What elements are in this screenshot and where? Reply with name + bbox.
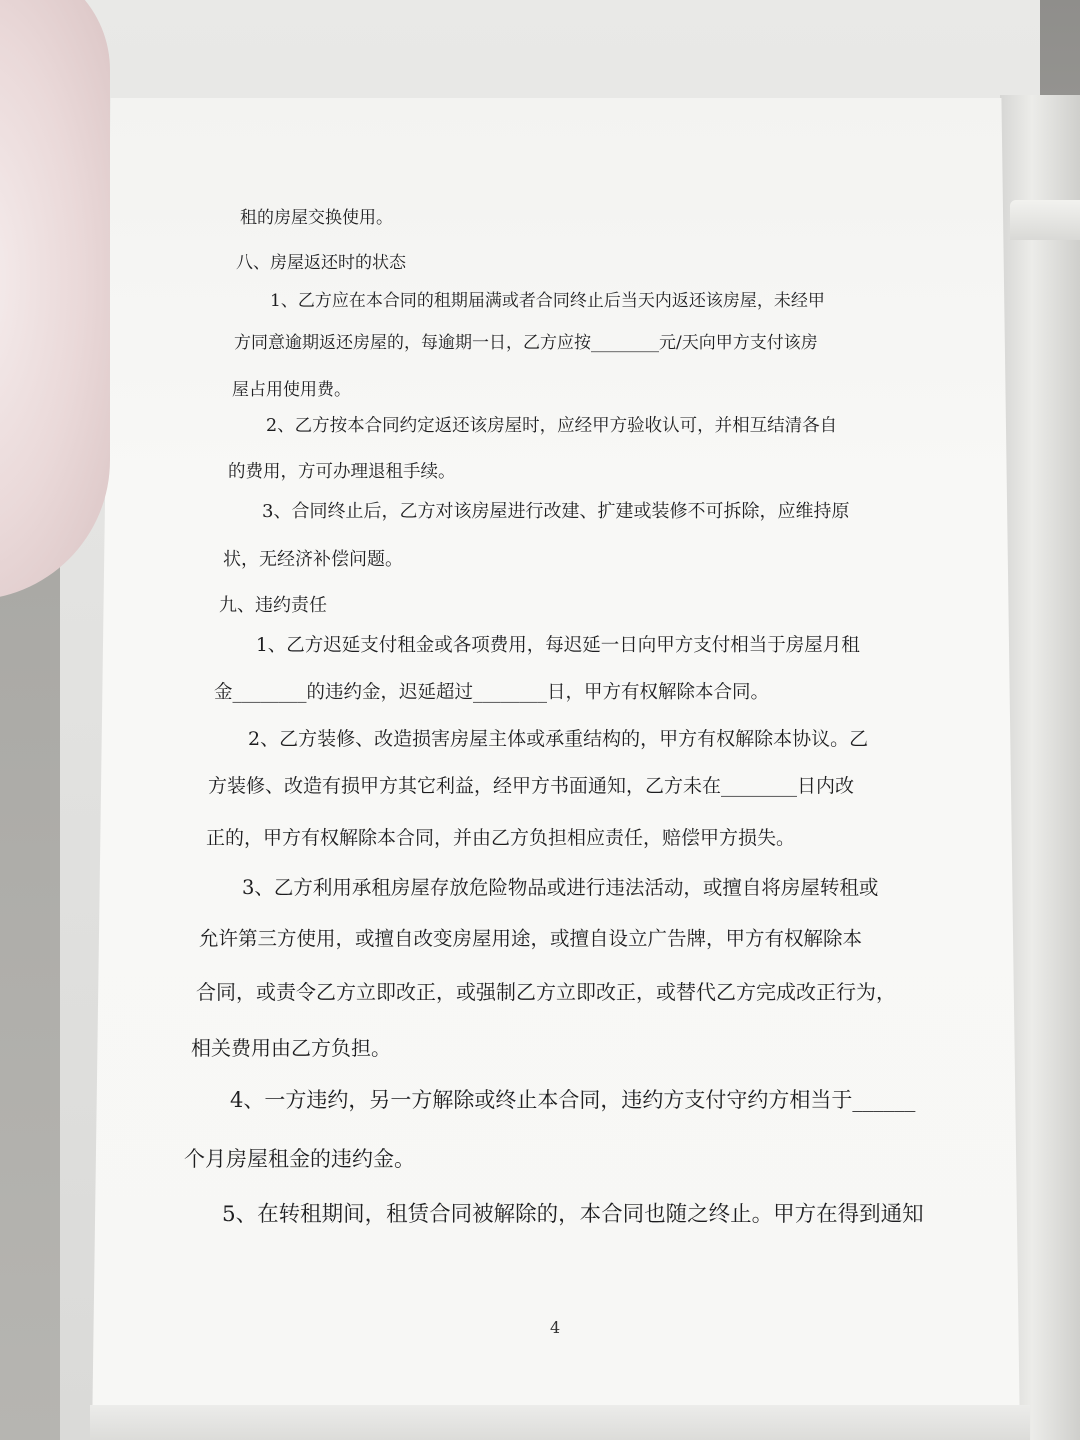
text-line: 的费用，方可办理退租手续。 bbox=[228, 462, 456, 482]
text-line: 5、在转租期间，租赁合同被解除的，本合同也随之终止。甲方在得到通知 bbox=[222, 1202, 924, 1227]
text-line: 状，无经济补偿问题。 bbox=[223, 549, 403, 570]
text-line: 3、乙方利用承租房屋存放危险物品或进行违法活动，或擅自将房屋转租或 bbox=[242, 876, 879, 899]
text-line: 允许第三方使用，或擅自改变房屋用途，或擅自设立广告牌，甲方有权解除本 bbox=[199, 927, 863, 950]
text-line: 个月房屋租金的违约金。 bbox=[184, 1147, 415, 1171]
section-heading: 九、违约责任 bbox=[219, 595, 327, 616]
text-line: 3、合同终止后，乙方对该房屋进行改建、扩建或装修不可拆除，应维持原 bbox=[262, 501, 850, 522]
section-heading: 八、房屋返还时的状态 bbox=[236, 253, 406, 273]
text-line: 1、乙方迟延支付租金或各项费用，每迟延一日向甲方支付相当于房屋月租 bbox=[256, 635, 860, 656]
text-line: 2、乙方装修、改造损害房屋主体或承重结构的，甲方有权解除本协议。乙 bbox=[248, 728, 869, 750]
text-line: 方装修、改造有损甲方其它利益，经甲方书面通知，乙方未在________日内改 bbox=[208, 775, 855, 797]
text-line: 金________的违约金，迟延超过________日，甲方有权解除本合同。 bbox=[214, 682, 770, 703]
text-line: 相关费用由乙方负担。 bbox=[191, 1036, 391, 1060]
plush-toy bbox=[0, 0, 110, 600]
page-number: 4 bbox=[550, 1318, 561, 1337]
text-line: 2、乙方按本合同约定返还该房屋时，应经甲方验收认可，并相互结清各自 bbox=[266, 416, 838, 436]
text-line: 1、乙方应在本合同的租期届满或者合同终止后当天内返还该房屋，未经甲 bbox=[270, 291, 825, 311]
text-line: 租的房屋交换使用。 bbox=[240, 208, 393, 228]
text-line: 合同，或责令乙方立即改正，或强制乙方立即改正，或替代乙方完成改正行为， bbox=[196, 980, 896, 1004]
text-line: 正的，甲方有权解除本合同，并由乙方负担相应责任，赔偿甲方损失。 bbox=[206, 827, 796, 849]
text-line: 方同意逾期返还房屋的，每逾期一日，乙方应按________元/天向甲方支付该房 bbox=[234, 333, 818, 353]
text-line: 屋占用使用费。 bbox=[232, 380, 351, 400]
text-line: 4、一方违约，另一方解除或终止本合同，违约方支付守约方相当于______ bbox=[230, 1088, 916, 1112]
